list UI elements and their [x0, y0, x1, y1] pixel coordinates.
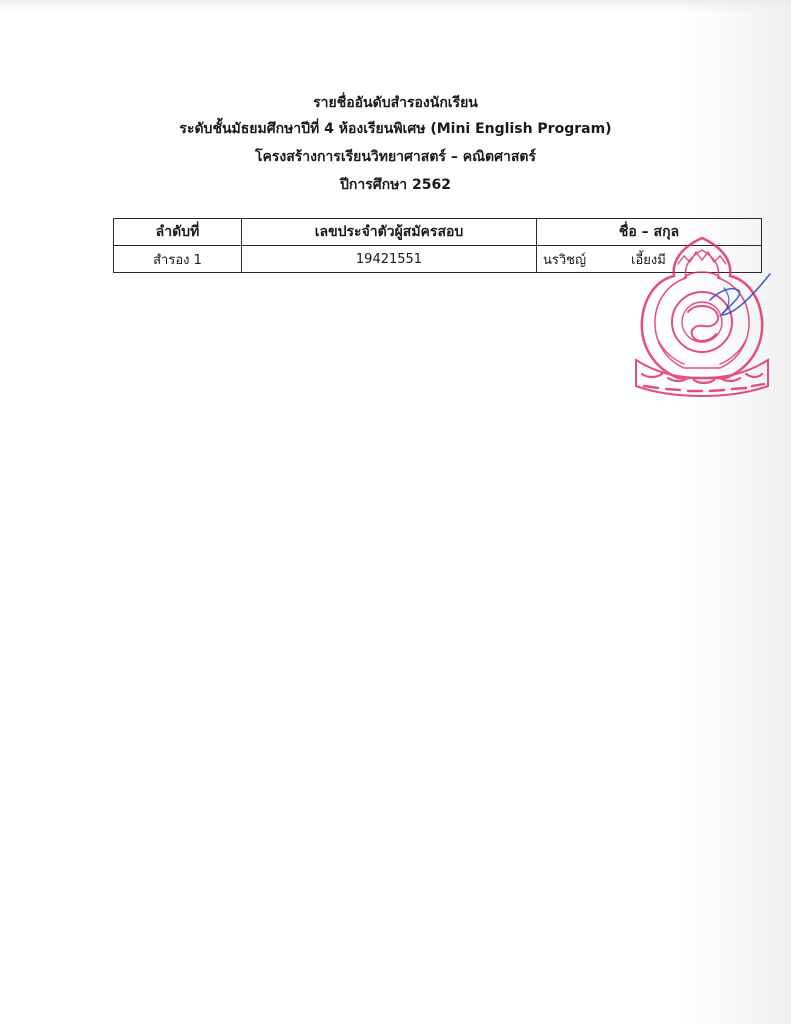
document-subtitle-level: ระดับชั้นมัธยมศึกษาปีที่ 4 ห้องเรียนพิเศษ (Mini English Program)	[179, 121, 612, 137]
cell-rank: สำรอง 1	[114, 246, 242, 273]
column-header-name: ชื่อ – สกุล	[537, 219, 762, 246]
document-title: รายชื่ออันดับสำรองนักเรียน	[313, 95, 478, 111]
document-subtitle-year: ปีการศึกษา 2562	[339, 177, 452, 193]
cell-applicant-id: 19421551	[242, 246, 537, 273]
scan-shadow-top	[0, 0, 791, 12]
column-header-applicant-id: เลขประจำตัวผู้สมัครสอบ	[242, 219, 537, 246]
cell-last-name: เอี้ยงมี	[631, 252, 666, 268]
column-header-rank: ลำดับที่	[114, 219, 242, 246]
school-seal-stamp-icon	[628, 228, 776, 400]
document-subtitle-program: โครงสร้างการเรียนวิทยาศาสตร์ – คณิตศาสตร์	[254, 149, 537, 165]
cell-first-name: นรวิชญ์	[543, 252, 587, 268]
